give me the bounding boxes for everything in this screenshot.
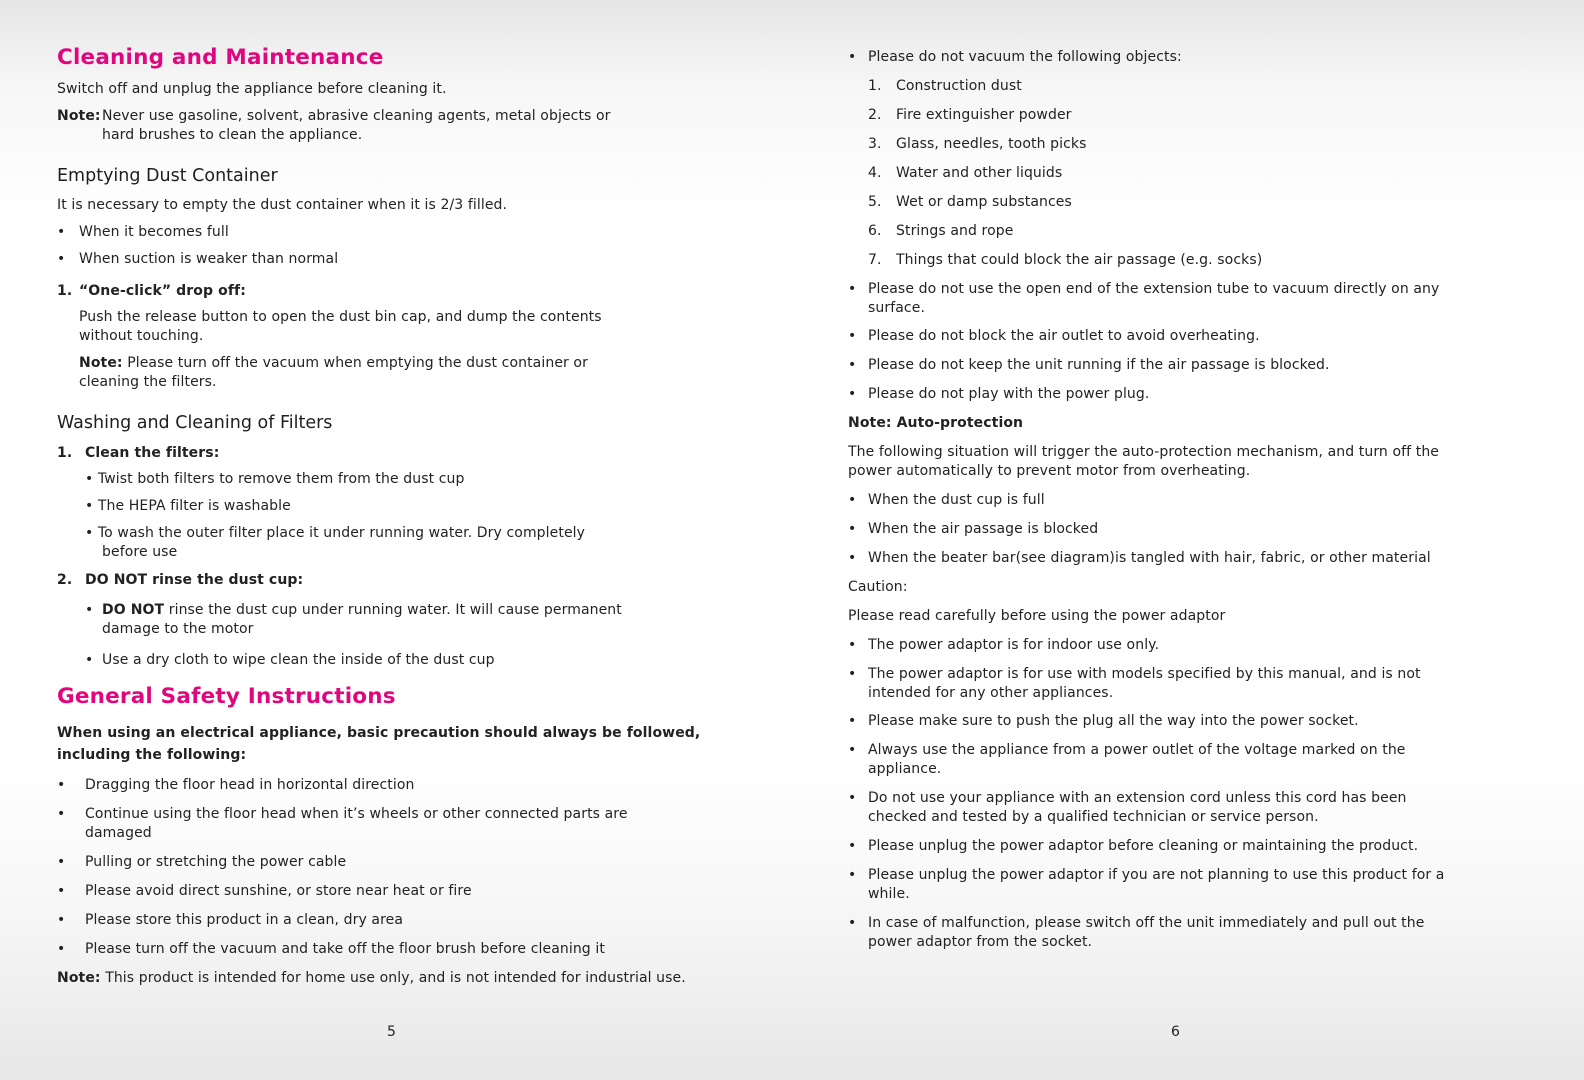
list-item-text: The power adaptor is for indoor use only. — [868, 637, 1160, 653]
list-item-text: Do not use your appliance with an extension cord unless this cord has been — [868, 790, 1407, 806]
filter-item-line2: before use — [102, 544, 178, 560]
list-item-line2: intended for any other appliances. — [868, 685, 1114, 701]
step-title — [85, 571, 303, 590]
list-item-line2: power adaptor from the socket. — [868, 934, 1093, 950]
bullet-icon: • — [848, 386, 857, 402]
list-item-text: Please avoid direct sunshine, or store near heat or fire — [85, 883, 472, 899]
list-item-text: Always use the appliance from a power outlet of the voltage marked on the — [868, 742, 1406, 758]
bullet-icon: • — [57, 251, 66, 267]
item-number: 1. — [868, 78, 882, 94]
right-page — [848, 0, 1448, 1080]
item-text: Glass, needles, tooth picks — [896, 136, 1087, 152]
bullet-icon: • — [848, 838, 857, 854]
caution-intro: Please read carefully before using the power adaptor — [848, 608, 1226, 624]
safety-intro-line1: When using an electrical appliance, basic precaution should always be followed, — [57, 725, 701, 741]
item-number: 3. — [868, 136, 882, 152]
list-item-text: In case of malfunction, please switch off the unit immediately and pull out the — [868, 915, 1425, 931]
step-number: 2. — [57, 572, 73, 588]
bullet-icon: • — [848, 328, 857, 344]
section-title-cleaning: Cleaning and Maintenance — [57, 45, 384, 70]
bullet-icon: • — [848, 637, 857, 653]
note-text: Please turn off the vacuum when emptying the dust container or — [127, 355, 588, 371]
bullet-icon: • — [57, 883, 66, 899]
bullet-icon: • — [848, 492, 857, 508]
safety-note — [57, 969, 686, 988]
page-number: 6 — [1171, 1024, 1180, 1040]
do-not-label: DO NOT — [85, 572, 148, 588]
bullet-icon: • — [57, 854, 66, 870]
bullet-icon: • — [57, 806, 66, 822]
step-number: 1. — [57, 283, 73, 299]
list-item-text: When suction is weaker than normal — [79, 251, 339, 267]
page-number: 5 — [387, 1024, 396, 1040]
list-item-text: Continue using the floor head when it’s wheels or other connected parts are — [85, 806, 628, 822]
filter-item-line1: • To wash the outer filter place it under running water. Dry completely — [85, 525, 586, 541]
list-item-text: Please unplug the power adaptor before cleaning or maintaining the product. — [868, 838, 1419, 854]
bullet-icon: • — [848, 550, 857, 566]
list-item-text: Please do not keep the unit running if the air passage is blocked. — [868, 357, 1330, 373]
note-label: Note: — [79, 355, 123, 371]
list-item-text: Pulling or stretching the power cable — [85, 854, 347, 870]
bullet-icon: • — [848, 666, 857, 682]
item-number: 6. — [868, 223, 882, 239]
auto-protection-text-line2: power automatically to prevent motor from overheating. — [848, 463, 1251, 479]
heading-washing-filters: Washing and Cleaning of Filters — [57, 413, 333, 433]
bullet-icon: • — [848, 713, 857, 729]
item-text: Strings and rope — [896, 223, 1014, 239]
list-item-text: Please do not block the air outlet to avoid overheating. — [868, 328, 1260, 344]
emptying-text: It is necessary to empty the dust container when it is 2/3 filled. — [57, 197, 508, 213]
caution-label: Caution: — [848, 579, 908, 595]
list-item-line2: damage to the motor — [102, 621, 254, 637]
section-title-safety: General Safety Instructions — [57, 684, 396, 709]
filter-item: • The HEPA filter is washable — [85, 498, 291, 514]
list-item-text: When the dust cup is full — [868, 492, 1045, 508]
list-item-text: Please make sure to push the plug all the way into the power socket. — [868, 713, 1359, 729]
list-item-line2: damaged — [85, 825, 152, 841]
left-page — [57, 0, 701, 1080]
list-item-text: Please do not vacuum the following objects: — [868, 49, 1182, 65]
step-title: “One-click” drop off: — [79, 283, 246, 299]
item-text: Fire extinguisher powder — [896, 107, 1072, 123]
bullet-icon: • — [848, 521, 857, 537]
note-text-line2: hard brushes to clean the appliance. — [102, 127, 363, 143]
list-item-text: The power adaptor is for use with models specified by this manual, and is not — [868, 666, 1421, 682]
step-text-line2: without touching. — [79, 328, 204, 344]
bullet-icon: • — [848, 790, 857, 806]
bullet-icon: • — [57, 912, 66, 928]
step-title: Clean the filters: — [85, 445, 220, 461]
list-item-text: Please unplug the power adaptor if you are not planning to use this product for a — [868, 867, 1445, 883]
heading-emptying-dust-container: Emptying Dust Container — [57, 166, 278, 186]
list-item-text: Dragging the floor head in horizontal direction — [85, 777, 415, 793]
item-number: 5. — [868, 194, 882, 210]
step-title-rest: rinse the dust cup: — [147, 572, 304, 588]
list-item-text: When it becomes full — [79, 224, 229, 240]
bullet-icon: • — [85, 602, 94, 618]
list-item-text: When the air passage is blocked — [868, 521, 1099, 537]
list-item-text: Please do not play with the power plug. — [868, 386, 1150, 402]
auto-protection-label: Note: Auto-protection — [848, 415, 1024, 431]
cleaning-intro: Switch off and unplug the appliance before cleaning it. — [57, 81, 447, 97]
list-item-text: Please do not use the open end of the extension tube to vacuum directly on any — [868, 281, 1440, 297]
filter-item: • Twist both filters to remove them from the dust cup — [85, 471, 465, 487]
list-item-text: Please turn off the vacuum and take off the floor brush before cleaning it — [85, 941, 605, 957]
note-text: This product is intended for home use only, and is not intended for industrial use. — [105, 970, 686, 986]
note-label: Note: — [57, 970, 101, 986]
item-number: 2. — [868, 107, 882, 123]
list-item-text: Please store this product in a clean, dry area — [85, 912, 404, 928]
list-item-text: Use a dry cloth to wipe clean the inside of the dust cup — [102, 652, 495, 668]
item-number: 7. — [868, 252, 882, 268]
list-item-text — [102, 601, 622, 620]
list-item-line2: surface. — [868, 300, 925, 316]
list-item-line2: appliance. — [868, 761, 942, 777]
bullet-icon: • — [848, 742, 857, 758]
list-item-text: When the beater bar(see diagram)is tangled with hair, fabric, or other material — [868, 550, 1431, 566]
item-text: Things that could block the air passage (e.g. socks) — [896, 252, 1263, 268]
step-number: 1. — [57, 445, 73, 461]
item-text: Construction dust — [896, 78, 1022, 94]
bullet-icon: • — [85, 652, 94, 668]
bullet-icon: • — [57, 777, 66, 793]
bullet-icon: • — [848, 49, 857, 65]
note-text-line1: Never use gasoline, solvent, abrasive cleaning agents, metal objects or — [102, 108, 611, 124]
bullet-icon: • — [848, 357, 857, 373]
safety-intro-line2: including the following: — [57, 747, 247, 763]
step-text-line1: Push the release button to open the dust bin cap, and dump the contents — [79, 309, 602, 325]
list-item-line2: checked and tested by a qualified technician or service person. — [868, 809, 1319, 825]
do-not-label: DO NOT — [102, 602, 165, 618]
note-label: Note: — [57, 108, 101, 124]
item-text: Wet or damp substances — [896, 194, 1072, 210]
emptying-note-line1 — [79, 354, 588, 373]
bullet-icon: • — [848, 867, 857, 883]
bullet-icon: • — [57, 941, 66, 957]
bullet-icon: • — [848, 281, 857, 297]
list-item-rest: rinse the dust cup under running water. It will cause permanent — [164, 602, 622, 618]
item-text: Water and other liquids — [896, 165, 1063, 181]
auto-protection-text-line1: The following situation will trigger the auto-protection mechanism, and turn off the — [848, 444, 1440, 460]
bullet-icon: • — [57, 224, 66, 240]
bullet-icon: • — [848, 915, 857, 931]
item-number: 4. — [868, 165, 882, 181]
list-item-line2: while. — [868, 886, 910, 902]
emptying-note-line2: cleaning the filters. — [79, 374, 217, 390]
